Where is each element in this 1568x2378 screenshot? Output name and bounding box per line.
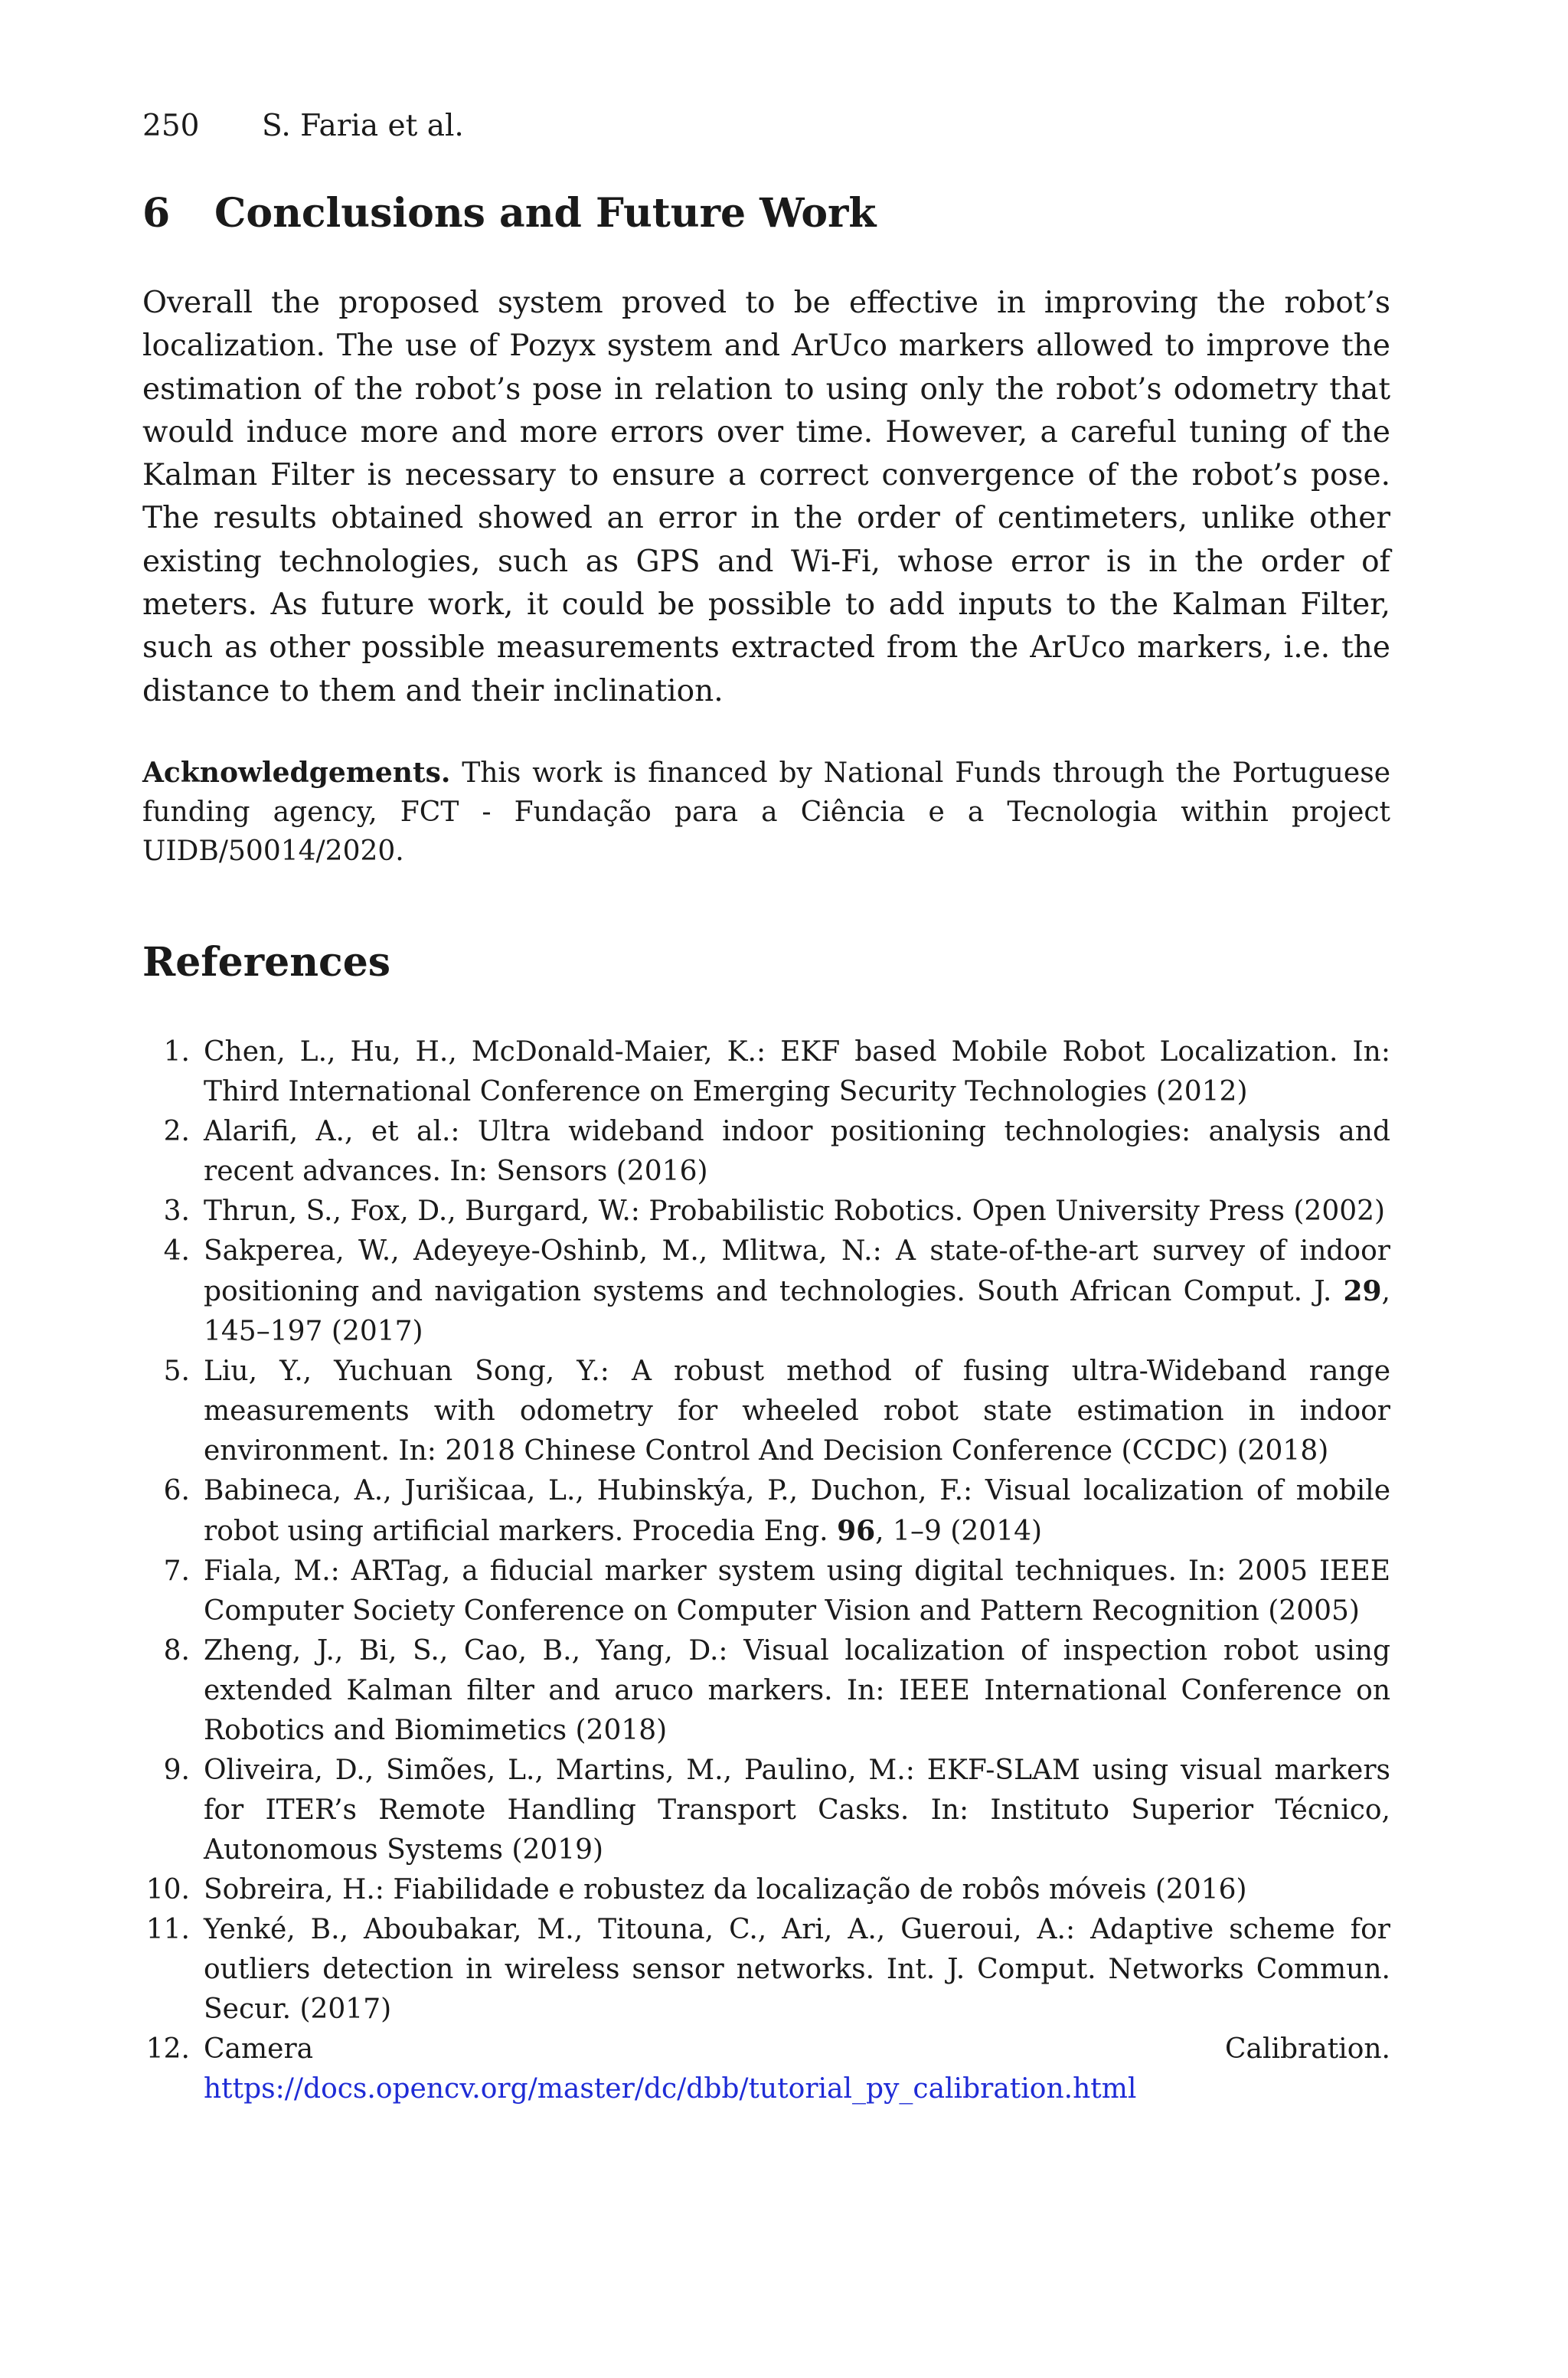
reference-link[interactable]: https://docs.opencv.org/master/dc/dbb/tutorial_py_calibration.html (204, 2073, 1137, 2105)
reference-bold: 96 (837, 1515, 876, 1547)
reference-post: , 145–197 (2017) (204, 1276, 1390, 1347)
reference-item (142, 1232, 1390, 1352)
reference-item (142, 1751, 1390, 1870)
reference-list (142, 1032, 1390, 2109)
reference-text: Liu, Y., Yuchuan Song, Y.: A robust method of fusing ultra-Wideband range measurements with odometry for wheeled robot state estimation in indoor environment. In: 2018 Chinese Control And Decision Conference (CCDC) (2018) (204, 1356, 1390, 1467)
reference-number: 7. (163, 1555, 190, 1587)
reference-post: , 1–9 (2014) (875, 1516, 1043, 1547)
reference-number: 9. (163, 1755, 190, 1786)
reference-item (142, 1192, 1390, 1232)
section-title-text: Conclusions and Future Work (214, 190, 877, 237)
reference-bold: 29 (1343, 1275, 1382, 1307)
reference-text: Oliveira, D., Simões, L., Martins, M., Paulino, M.: EKF-SLAM using visual markers for ITER’s Remote Handling Transport Casks. In: Instituto Superior Técnico, Autonomous Systems (2019) (204, 1755, 1390, 1866)
conclusions-paragraph: Overall the proposed system proved to be effective in improving the robot’s localization. The use of Pozyx system and ArUco markers allowed to improve the estimation of the robot’s pose in relation to using only the robot’s odometry that would induce more and more errors over time. However, a careful tuning of the Kalman Filter is necessary to ensure a correct convergence of the robot’s pose. The results obtained showed an error in the order of centimeters, unlike other existing technologies, such as GPS and Wi-Fi, whose error is in the order of meters. As future work, it could be possible to add inputs to the Kalman Filter, such as other possible measurements extracted from the ArUco markers, i.e. the distance to them and their inclination. (142, 286, 1390, 708)
reference-number: 1. (163, 1036, 190, 1068)
reference-item (142, 1552, 1390, 1631)
reference-number: 5. (163, 1356, 190, 1387)
reference-number: 12. (145, 2033, 190, 2065)
reference-number: 6. (163, 1475, 190, 1506)
reference-pre: Camera Calibration. (204, 2033, 1390, 2065)
reference-text: Zheng, J., Bi, S., Cao, B., Yang, D.: Visual localization of inspection robot using extended Kalman filter and aruco markers. In: IEEE International Conference on Robotics and Biomimetics (2018) (204, 1635, 1390, 1746)
acknowledgements-label: Acknowledgements. (142, 757, 451, 789)
reference-item (142, 1471, 1390, 1552)
reference-text: Thrun, S., Fox, D., Burgard, W.: Probabilistic Robotics. Open University Press (2002) (204, 1196, 1386, 1227)
reference-number: 11. (145, 1914, 190, 1945)
page-number: 250 (142, 109, 200, 143)
reference-number: 8. (163, 1635, 190, 1667)
reference-item (142, 1910, 1390, 2030)
reference-text: Yenké, B., Aboubakar, M., Titouna, C., Ari, A., Gueroui, A.: Adaptive scheme for outliers detection in wireless sensor networks. Int. J. Comput. Networks Commun. Secur. (2017) (204, 1914, 1390, 2025)
section-number: 6 (142, 190, 171, 237)
reference-item (142, 1631, 1390, 1751)
reference-number: 10. (145, 1874, 190, 1905)
reference-item (142, 1112, 1390, 1192)
running-head (142, 109, 464, 143)
reference-text: Chen, L., Hu, H., McDonald-Maier, K.: EKF based Mobile Robot Localization. In: Third International Conference on Emerging Security Technologies (2012) (204, 1036, 1390, 1107)
reference-number: 2. (163, 1116, 190, 1147)
reference-text: Sobreira, H.: Fiabilidade e robustez da localização de robôs móveis (2016) (204, 1874, 1247, 1905)
acknowledgements-text: This work is financed by National Funds through the Portuguese funding agency, FCT - Fundação para a Ciência e a Tecnologia within project UIDB/50014/2020. (142, 757, 1390, 867)
acknowledgements (142, 754, 1390, 871)
section-title (142, 190, 876, 237)
references-title: References (142, 939, 391, 986)
reference-text: Fiala, M.: ARTag, a fiducial marker system using digital techniques. In: 2005 IEEE Computer Society Conference on Computer Vision and Pattern Recognition (2005) (204, 1555, 1390, 1627)
reference-pre: Babineca, A., Jurišicaa, L., Hubinskýa, P., Duchon, F.: Visual localization of mobile robot using artificial markers. Procedia Eng. (204, 1475, 1390, 1547)
reference-text: Alarifi, A., et al.: Ultra wideband indoor positioning technologies: analysis and recent advances. In: Sensors (2016) (204, 1116, 1390, 1187)
reference-item (142, 1870, 1390, 1910)
reference-pre: Sakperea, W., Adeyeye-Oshinb, M., Mlitwa, N.: A state-of-the-art survey of indoor positioning and navigation systems and technologies. South African Comput. J. (204, 1235, 1390, 1307)
reference-number: 4. (163, 1235, 190, 1267)
reference-number: 3. (163, 1196, 190, 1227)
reference-item (142, 2030, 1390, 2109)
running-authors: S. Faria et al. (262, 109, 464, 143)
reference-item (142, 1352, 1390, 1471)
reference-item (142, 1032, 1390, 1112)
